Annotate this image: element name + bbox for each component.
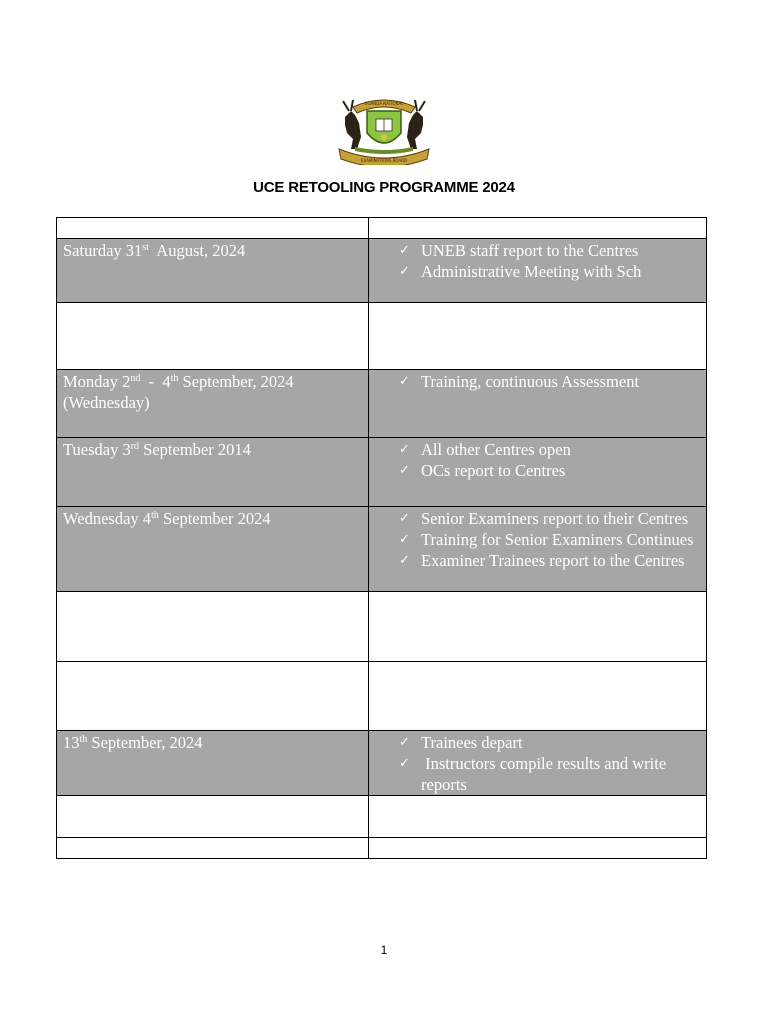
svg-text:UGANDA NATIONAL: UGANDA NATIONAL [364, 101, 404, 106]
activities-cell [369, 731, 707, 796]
table-row [57, 796, 707, 838]
list-item: ✓ Trainees depart [397, 732, 698, 753]
activities-cell [369, 592, 707, 662]
table-row [57, 507, 707, 592]
activities-cell [369, 370, 707, 438]
list-item: ✓ All other Centres open [397, 439, 698, 460]
date-text: August, 2024 [148, 241, 246, 260]
date-ordinal: th [79, 734, 88, 745]
svg-text:EXAMINATIONS BOARD: EXAMINATIONS BOARD [361, 158, 407, 163]
table-row [57, 303, 707, 370]
date-ordinal: st [142, 242, 149, 253]
list-item: ✓ Instructors compile results and write reports [397, 753, 698, 795]
table-row [57, 370, 707, 438]
table-row [57, 838, 707, 859]
activity-list [397, 439, 698, 481]
list-item: ✓ Examiner Trainees report to the Centres [397, 550, 698, 571]
activity-list [397, 240, 698, 282]
table-row [57, 218, 707, 239]
date-cell [57, 438, 369, 507]
activities-cell [369, 438, 707, 507]
table-row [57, 592, 707, 662]
activity-list [397, 732, 698, 795]
date-text: Wednesday 4 [63, 509, 152, 528]
date-text: Tuesday 3 [63, 440, 131, 459]
date-text: - 4 [140, 372, 171, 391]
activities-cell [369, 239, 707, 303]
list-item: ✓ Training for Senior Examiners Continues [397, 529, 698, 550]
date-cell [57, 239, 369, 303]
date-ordinal: rd [130, 441, 140, 452]
page-number: 1 [380, 943, 388, 957]
table-row [57, 239, 707, 303]
list-item: ✓ UNEB staff report to the Centres [397, 240, 698, 261]
activities-cell [369, 838, 707, 859]
activity-list [397, 371, 698, 392]
date-cell [57, 796, 369, 838]
date-text: September, 2024 (Wednesday) [63, 372, 294, 412]
date-cell [57, 592, 369, 662]
activities-cell [369, 218, 707, 239]
list-item: ✓ OCs report to Centres [397, 460, 698, 481]
list-item: ✓ Administrative Meeting with Sch [397, 261, 698, 282]
date-ordinal: th [151, 510, 159, 521]
list-item: ✓ Training, continuous Assessment [397, 371, 698, 392]
date-cell [57, 218, 369, 239]
uneb-crest-logo [331, 93, 437, 165]
date-cell [57, 731, 369, 796]
date-text: September, 2024 [87, 733, 203, 752]
date-cell [57, 507, 369, 592]
document-title: UCE RETOOLING PROGRAMME 2024 [253, 179, 515, 196]
date-cell [57, 303, 369, 370]
activities-cell [369, 303, 707, 370]
activities-cell [369, 507, 707, 592]
date-cell [57, 370, 369, 438]
date-text: 13 [63, 733, 80, 752]
schedule-table [56, 217, 707, 859]
list-item: ✓ Senior Examiners report to their Centres [397, 508, 698, 529]
date-text: September 2014 [139, 440, 251, 459]
table-row [57, 731, 707, 796]
table-row [57, 662, 707, 731]
date-text: September 2024 [158, 509, 271, 528]
date-cell [57, 662, 369, 731]
activities-cell [369, 796, 707, 838]
date-ordinal: th [170, 373, 179, 384]
date-ordinal: nd [130, 373, 141, 384]
date-text: Monday 2 [63, 372, 131, 391]
activity-list [397, 508, 698, 571]
table-row [57, 438, 707, 507]
date-text: Saturday 31 [63, 241, 143, 260]
date-cell [57, 838, 369, 859]
activities-cell [369, 662, 707, 731]
